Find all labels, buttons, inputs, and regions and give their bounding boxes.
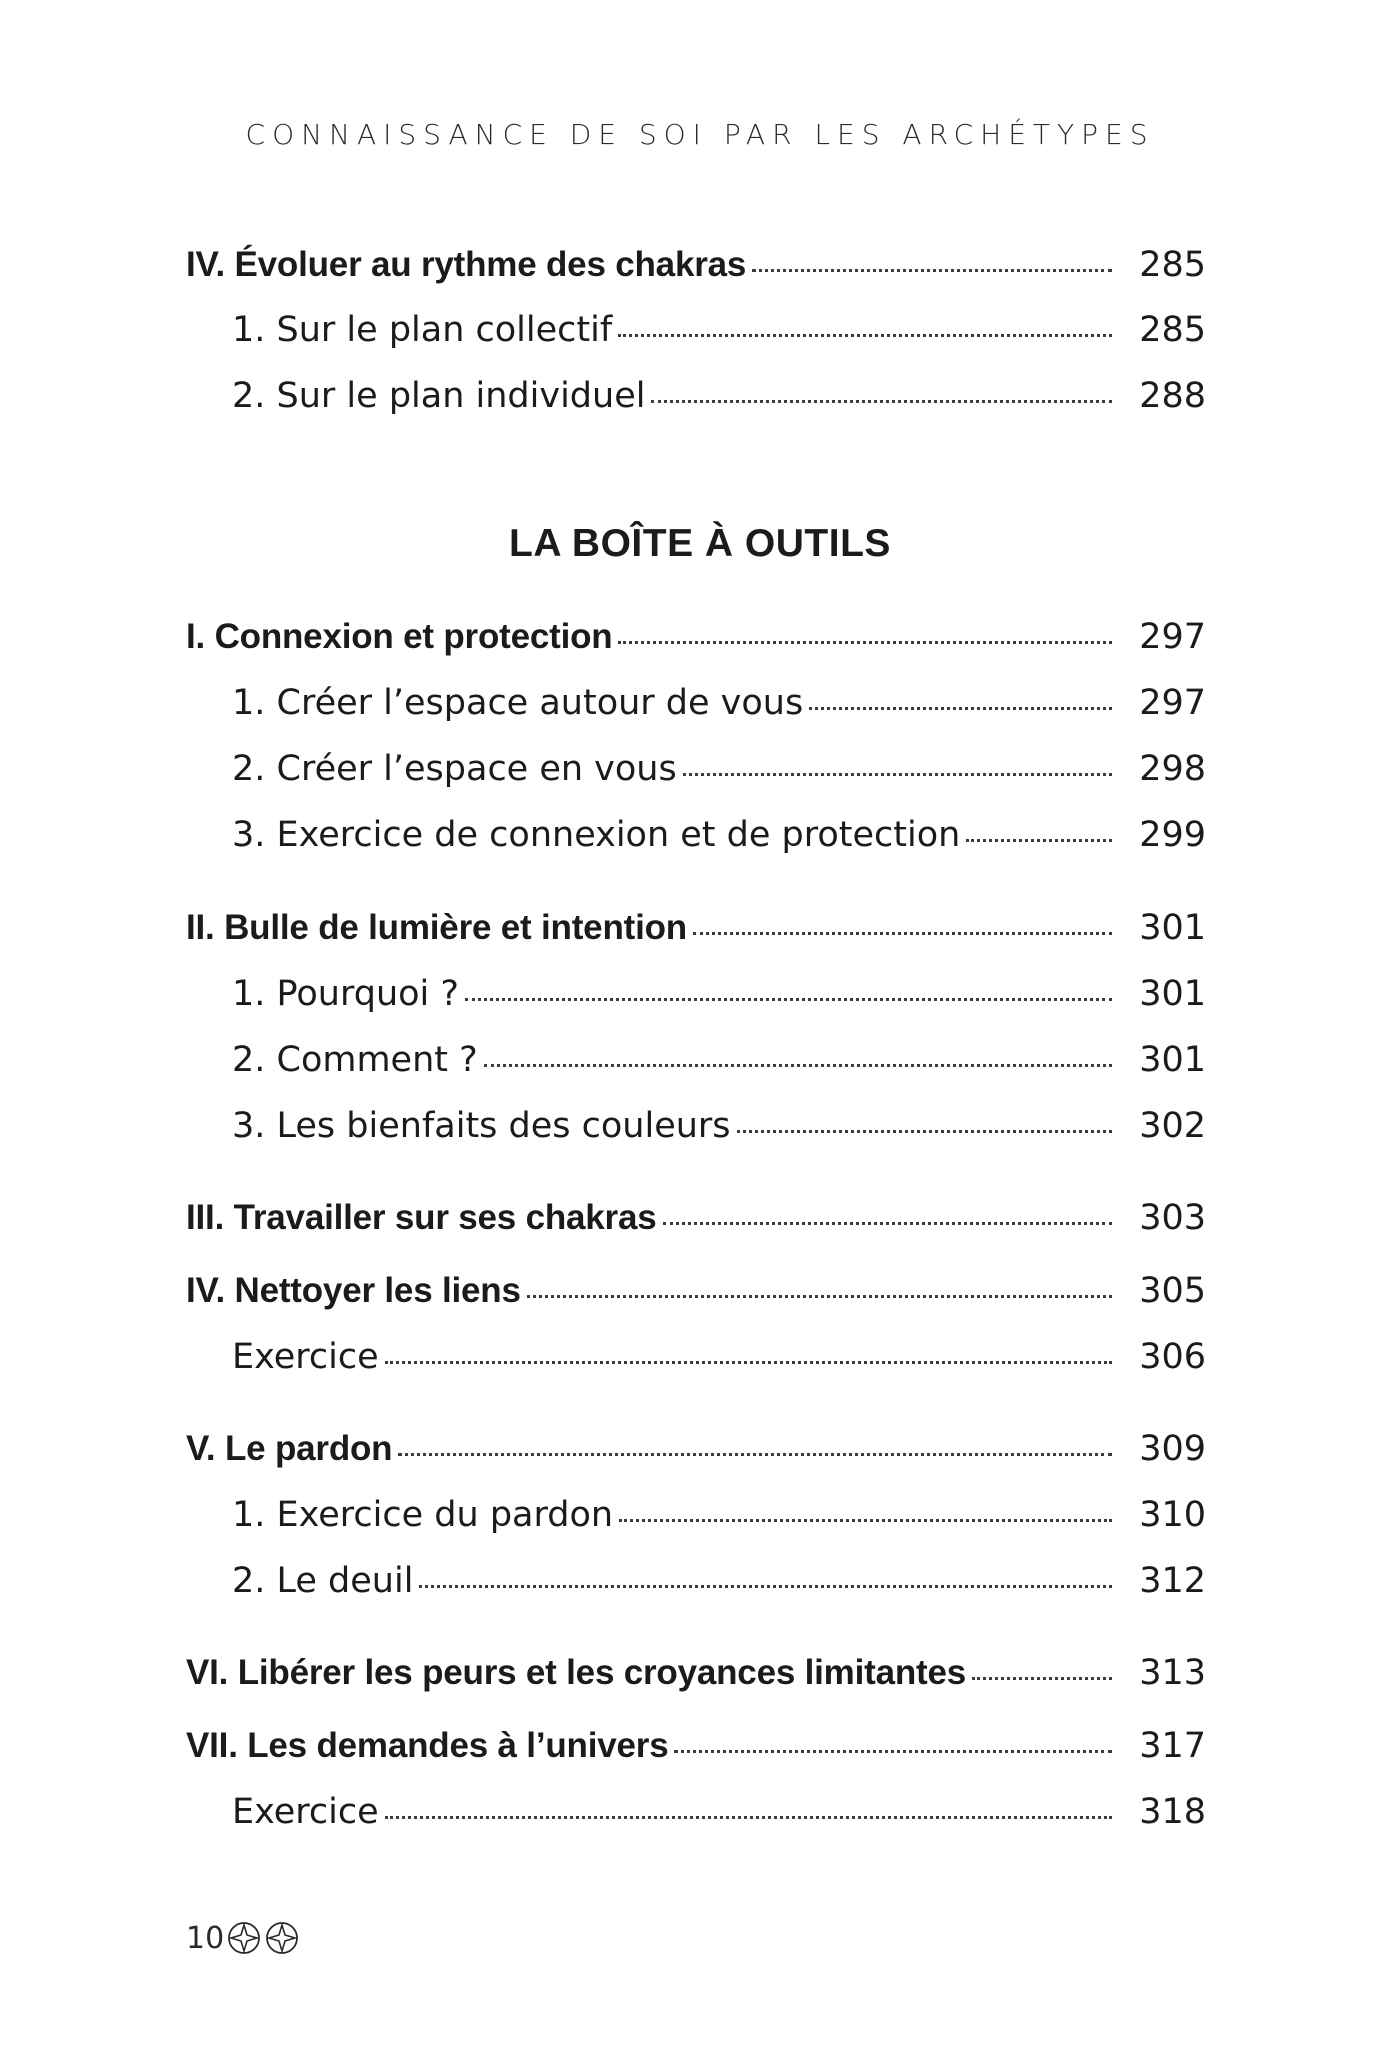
dot-leader — [619, 1519, 1112, 1522]
toc-entry[interactable] — [186, 1035, 1206, 1085]
toc-entry-page: 297 — [1139, 683, 1206, 723]
toc-entry-label: 3. Exercice de connexion et de protection — [232, 815, 961, 855]
toc-entry-page: 317 — [1139, 1726, 1206, 1766]
toc-entry[interactable] — [186, 678, 1206, 728]
section-title: LA BOÎTE À OUTILS — [509, 522, 891, 565]
toc-entry-label: 3. Les bienfaits des couleurs — [232, 1106, 731, 1146]
toc-entry[interactable] — [186, 1556, 1206, 1606]
dot-leader — [752, 269, 1112, 272]
dot-leader — [419, 1585, 1112, 1588]
dot-leader — [651, 400, 1112, 403]
toc-entry-page: 301 — [1139, 974, 1206, 1014]
toc-entry-page: 301 — [1139, 908, 1206, 948]
toc-entry-label: V. Le pardon — [186, 1429, 393, 1468]
toc-entry-page: 305 — [1139, 1271, 1206, 1311]
toc-entry-label: VII. Les demandes à l’univers — [186, 1726, 669, 1765]
toc-entry[interactable] — [186, 1332, 1206, 1382]
toc-entry[interactable] — [186, 1266, 1206, 1316]
toc-entry[interactable] — [186, 371, 1206, 421]
toc-entry-page: 306 — [1139, 1337, 1206, 1377]
toc-entry[interactable] — [186, 240, 1206, 290]
dot-leader — [618, 334, 1112, 337]
dot-leader — [737, 1130, 1112, 1133]
dot-leader — [972, 1677, 1112, 1680]
toc-entry[interactable] — [186, 1787, 1206, 1837]
toc-entry-label: III. Travailler sur ses chakras — [186, 1198, 657, 1237]
toc-entry[interactable] — [186, 1490, 1206, 1540]
toc-entry[interactable] — [186, 1193, 1206, 1243]
toc-entry[interactable] — [186, 1648, 1206, 1698]
compass-star-icon — [264, 1920, 300, 1956]
toc-entry-label: 1. Pourquoi ? — [232, 974, 459, 1014]
dot-leader — [465, 998, 1112, 1001]
dot-leader — [809, 707, 1112, 710]
toc-entry-label: 2. Sur le plan individuel — [232, 376, 646, 416]
toc-entry-label: 2. Créer l’espace en vous — [232, 749, 677, 789]
toc-entry-label: 1. Sur le plan collectif — [232, 310, 613, 350]
page-number — [186, 1918, 300, 1958]
toc-entry-page: 298 — [1139, 749, 1206, 789]
toc-entry-label: IV. Nettoyer les liens — [186, 1271, 521, 1310]
toc-entry[interactable] — [186, 1101, 1206, 1151]
toc-entry[interactable] — [186, 969, 1206, 1019]
toc-entry-label: IV. Évoluer au rythme des chakras — [186, 245, 747, 284]
toc-entry[interactable] — [186, 810, 1206, 860]
toc-entry[interactable] — [186, 612, 1206, 662]
dot-leader — [527, 1295, 1112, 1298]
toc-entry-page: 313 — [1139, 1653, 1206, 1693]
toc-entry[interactable] — [186, 1721, 1206, 1771]
dot-leader — [398, 1453, 1112, 1456]
dot-leader — [618, 641, 1112, 644]
toc-entry-page: 309 — [1139, 1429, 1206, 1469]
toc-entry-page: 303 — [1139, 1198, 1206, 1238]
page-number-text: 10 — [186, 1920, 225, 1956]
toc-entry[interactable] — [186, 305, 1206, 355]
toc-entry[interactable] — [186, 744, 1206, 794]
toc-entry-label: 2. Le deuil — [232, 1561, 414, 1601]
toc-entry-label: 2. Comment ? — [232, 1040, 478, 1080]
dot-leader — [385, 1816, 1112, 1819]
toc-entry-label: Exercice — [232, 1792, 379, 1832]
toc-entry[interactable] — [186, 1424, 1206, 1474]
compass-star-icon — [226, 1920, 262, 1956]
toc-entry-page: 301 — [1139, 1040, 1206, 1080]
toc-entry-page: 302 — [1139, 1106, 1206, 1146]
toc-entry-label: 1. Exercice du pardon — [232, 1495, 614, 1535]
toc-entry-page: 318 — [1139, 1792, 1206, 1832]
toc-entry-page: 288 — [1139, 376, 1206, 416]
toc-entry-label: II. Bulle de lumière et intention — [186, 908, 687, 947]
toc-entry-page: 312 — [1139, 1561, 1206, 1601]
toc-entry-page: 285 — [1139, 245, 1206, 285]
toc-entry-page: 299 — [1139, 815, 1206, 855]
toc-entry[interactable] — [186, 903, 1206, 953]
toc-entry-label: I. Connexion et protection — [186, 617, 613, 656]
dot-leader — [663, 1222, 1112, 1225]
toc-entry-label: VI. Libérer les peurs et les croyances limitantes — [186, 1653, 967, 1692]
toc-entry-label: 1. Créer l’espace autour de vous — [232, 683, 804, 723]
dot-leader — [683, 773, 1112, 776]
toc-entry-page: 310 — [1139, 1495, 1206, 1535]
dot-leader — [966, 839, 1112, 842]
toc-entry-page: 285 — [1139, 310, 1206, 350]
toc-entry-page: 297 — [1139, 617, 1206, 657]
toc-entry-label: Exercice — [232, 1337, 379, 1377]
dot-leader — [674, 1750, 1112, 1753]
dot-leader — [385, 1361, 1112, 1364]
dot-leader — [484, 1064, 1112, 1067]
dot-leader — [693, 932, 1112, 935]
running-head: CONNAISSANCE DE SOI PAR LES ARCHÉTYPES — [245, 118, 1155, 151]
